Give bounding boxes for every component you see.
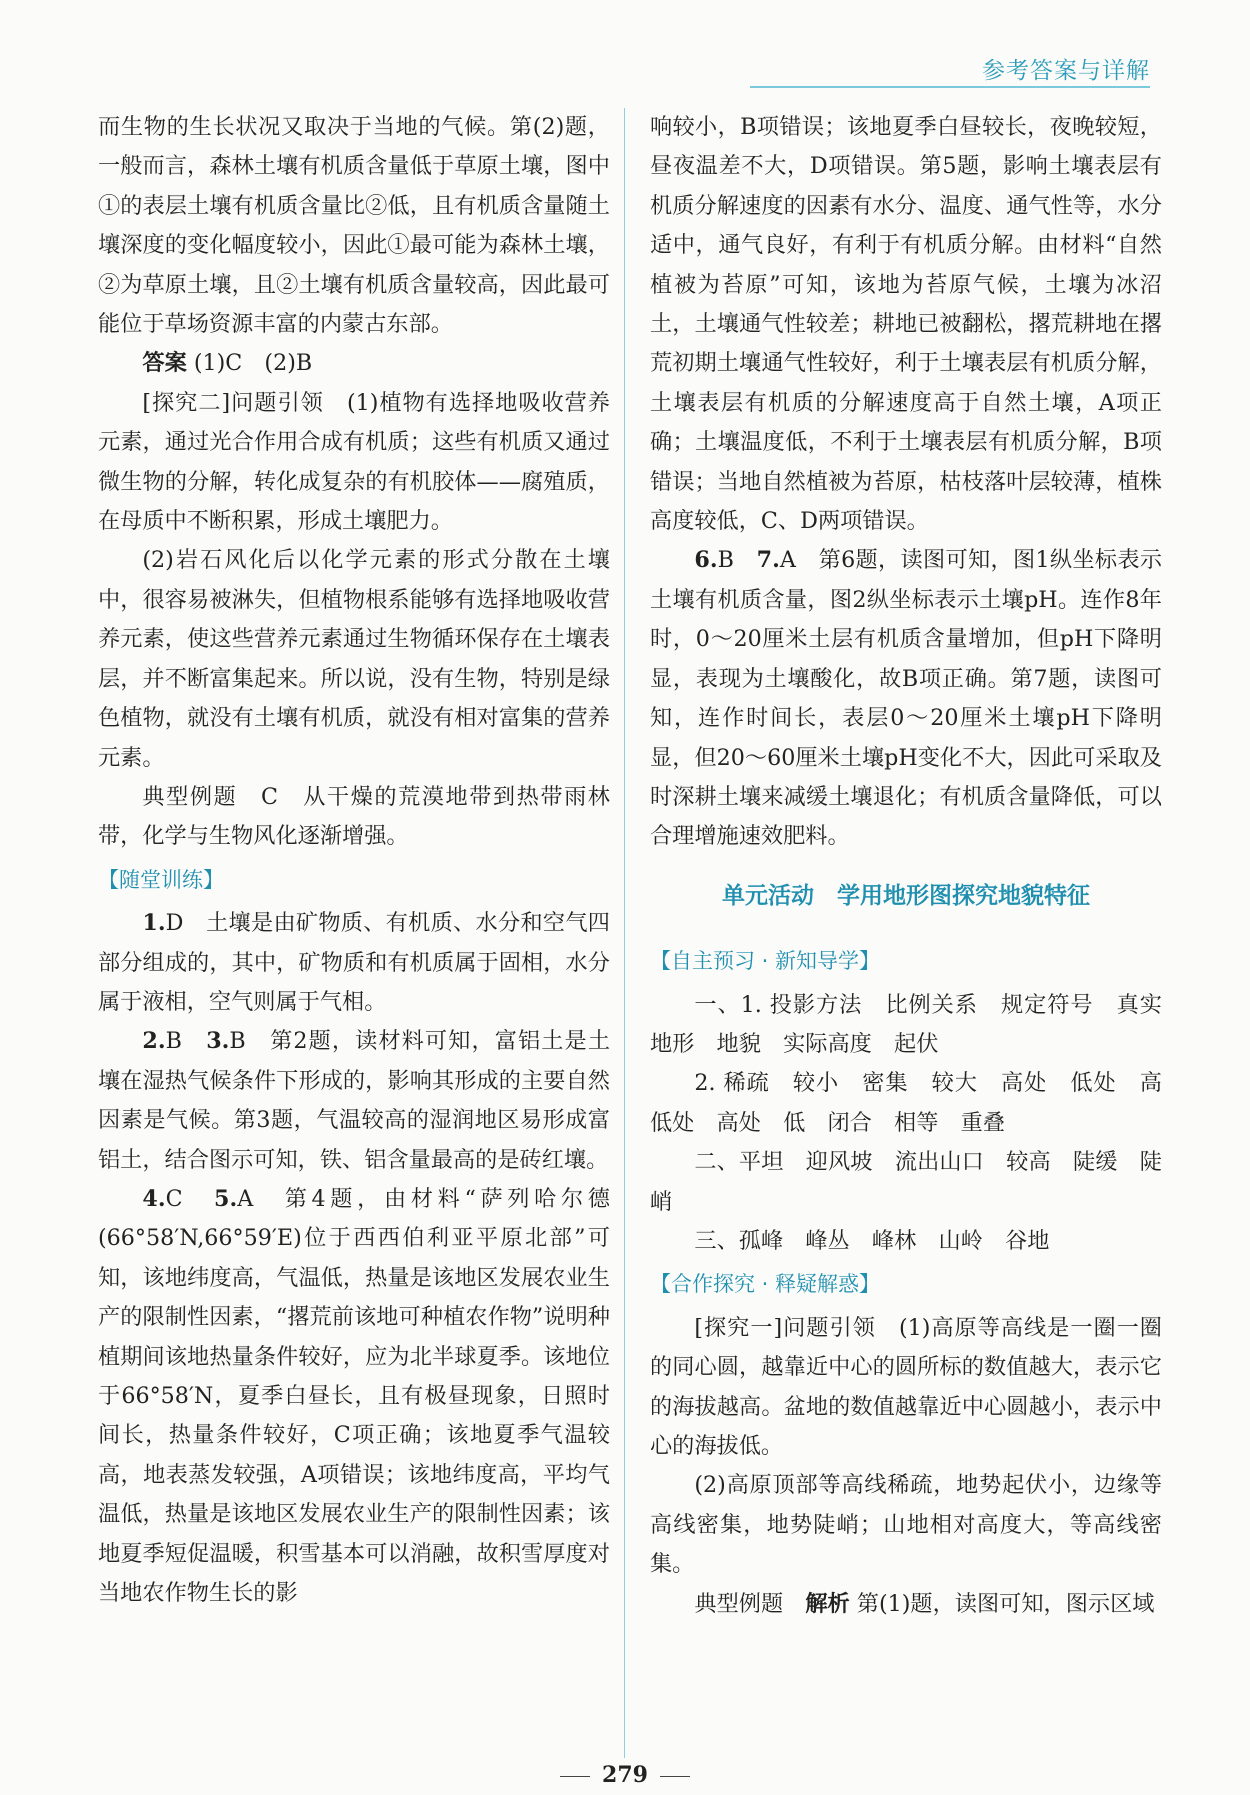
paragraph: 而生物的生长状况又取决于当地的气候。第(2)题，一般而言，森林土壤有机质含量低于草原土壤，图中①的表层土壤有机质含量比②低，且有机质含量随土壤深度的变化幅度较小，因此①最可能为森林土壤，②为草原土壤，且②土壤有机质含量较高，因此最可能位于草场资源丰富的内蒙古东部。 (98, 114, 610, 338)
answer-list: 二、平坦 迎风坡 流出山口 较高 陡缓 陡峭 (650, 1149, 1162, 1215)
answer-label: 答案 (142, 350, 187, 377)
paragraph: (2)高原顶部等高线稀疏，地势起伏小，边缘等高线密集，地势陡峭；山地相对高度大，等高线密集。 (650, 1472, 1162, 1578)
left-column (98, 108, 610, 1613)
column-divider (624, 108, 625, 1758)
paragraph: 典型例题 C 从干燥的荒漠地带到热带雨林带，化学与生物风化逐渐增强。 (98, 783, 610, 850)
answer-line (98, 344, 610, 383)
section-heading: 【合作探究 · 释疑解惑】 (650, 1272, 881, 1297)
page-number: 279 (0, 1762, 1250, 1788)
paragraph: 典型例题 解析 第(1)题，读图可知，图示区域 (694, 1590, 1155, 1617)
paragraph: 响较小，B项错误；该地夏季白昼较长，夜晚较短，昼夜温差不大，D项错误。第5题，影响土壤表层有机质分解速度的因素有水分、温度、通气性等，水分适中，通气良好，有利于有机质分解。由材料“自然植被为苔原”可知，该地为苔原气候，土壤为冰沼土，土壤通气性较差；耕地已被翻松，撂荒耕地在撂荒初期土壤通气性较好，利于土壤表层有机质分解，土壤表层有机质的分解速度高于自然土壤，A项正确；土壤温度低，不利于土壤表层有机质分解，B项错误；当地自然植被为苔原，枯枝落叶层较薄，植株高度较低，C、D两项错误。 (650, 114, 1162, 535)
right-column (650, 108, 1185, 1624)
answer-list: 2. 稀疏 较小 密集 较大 高处 低处 高 低处 高处 低 闭合 相等 重叠 (650, 1070, 1185, 1136)
question-answer: 4.C 5.A 第4题，由材料“萨列哈尔德(66°58′N,66°59′E)位于西西伯利亚平原北部”可知，该地纬度高，气温低，热量是该地区发展农业生产的限制性因素，“撂荒前该地可种植农作物”说明种植期间该地热量条件较好，应为北半球夏季。该地位于66°58′N，夏季白昼长，且有极昼现象，日照时间长，热量条件较好，C项正确；该地夏季气温较高，地表蒸发较强，A项错误；该地纬度高，平均气温低，热量是该地区发展农业生产的限制性因素；该地夏季短促温暖，积雪基本可以消融，故积雪厚度对当地农作物生长的影 (98, 1185, 610, 1607)
answer-list: 一、1. 投影方法 比例关系 规定符号 真实地形 地貌 实际高度 起伏 (650, 991, 1162, 1057)
paragraph: [探究二]问题引领 (1)植物有选择地吸收营养元素，通过光合作用合成有机质；这些有机质又通过微生物的分解，转化成复杂的有机胶体——腐殖质，在母质中不断积累，形成土壤肥力。 (98, 389, 610, 535)
paragraph: (2)岩石风化后以化学元素的形式分散在土壤中，很容易被淋失，但植物根系能够有选择地吸收营养元素，使这些营养元素通过生物循环保存在土壤表层，并不断富集起来。所以说，没有生物，特别是绿色植物，就没有土壤有机质，就没有相对富集的营养元素。 (98, 547, 610, 771)
answer-list: 三、孤峰 峰丛 峰林 山岭 谷地 (694, 1227, 1050, 1254)
question-answer: 2.B 3.B 第2题，读材料可知，富铝土是土壤在湿热气候条件下形成的，影响其形成的主要自然因素是气候。第3题，气温较高的湿润地区易形成富铝土，结合图示可知，铁、铝含量最高的是砖红壤。 (98, 1028, 611, 1173)
answer-text: (1)C (2)B (193, 350, 313, 377)
question-answer: 6.B 7.A 第6题，读图可知，图1纵坐标表示土壤有机质含量，图2纵坐标表示土壤pH。连作8年时，0～20厘米土层有机质含量增加，但pH下降明显，表现为土壤酸化，故B项正确。第7题，读图可知，连作时间长，表层0～20厘米土壤pH下降明显，但20～60厘米土壤pH变化不大，因此可采取及时深耕土壤来减缓土壤退化；有机质含量降低，可以合理增施速效肥料。 (650, 547, 1163, 850)
section-heading: 【自主预习 · 新知导学】 (650, 949, 881, 974)
paragraph: [探究一]问题引领 (1)高原等高线是一圈一圈的同心圆，越靠近中心的圆所标的数值越大，表示它的海拔越高。盆地的数值越靠近中心圆越小，表示中心的海拔低。 (650, 1314, 1162, 1459)
header-title: 参考答案与详解 (982, 58, 1150, 84)
section-heading: 【随堂训练】 (98, 867, 224, 892)
question-answer: 1.D 土壤是由矿物质、有机质、水分和空气四部分组成的，其中，矿物质和有机质属于固相，水分属于液相，空气则属于气相。 (98, 910, 610, 1015)
unit-title: 单元活动 学用地形图探究地貌特征 (722, 882, 1090, 909)
header-rule (750, 86, 1150, 88)
